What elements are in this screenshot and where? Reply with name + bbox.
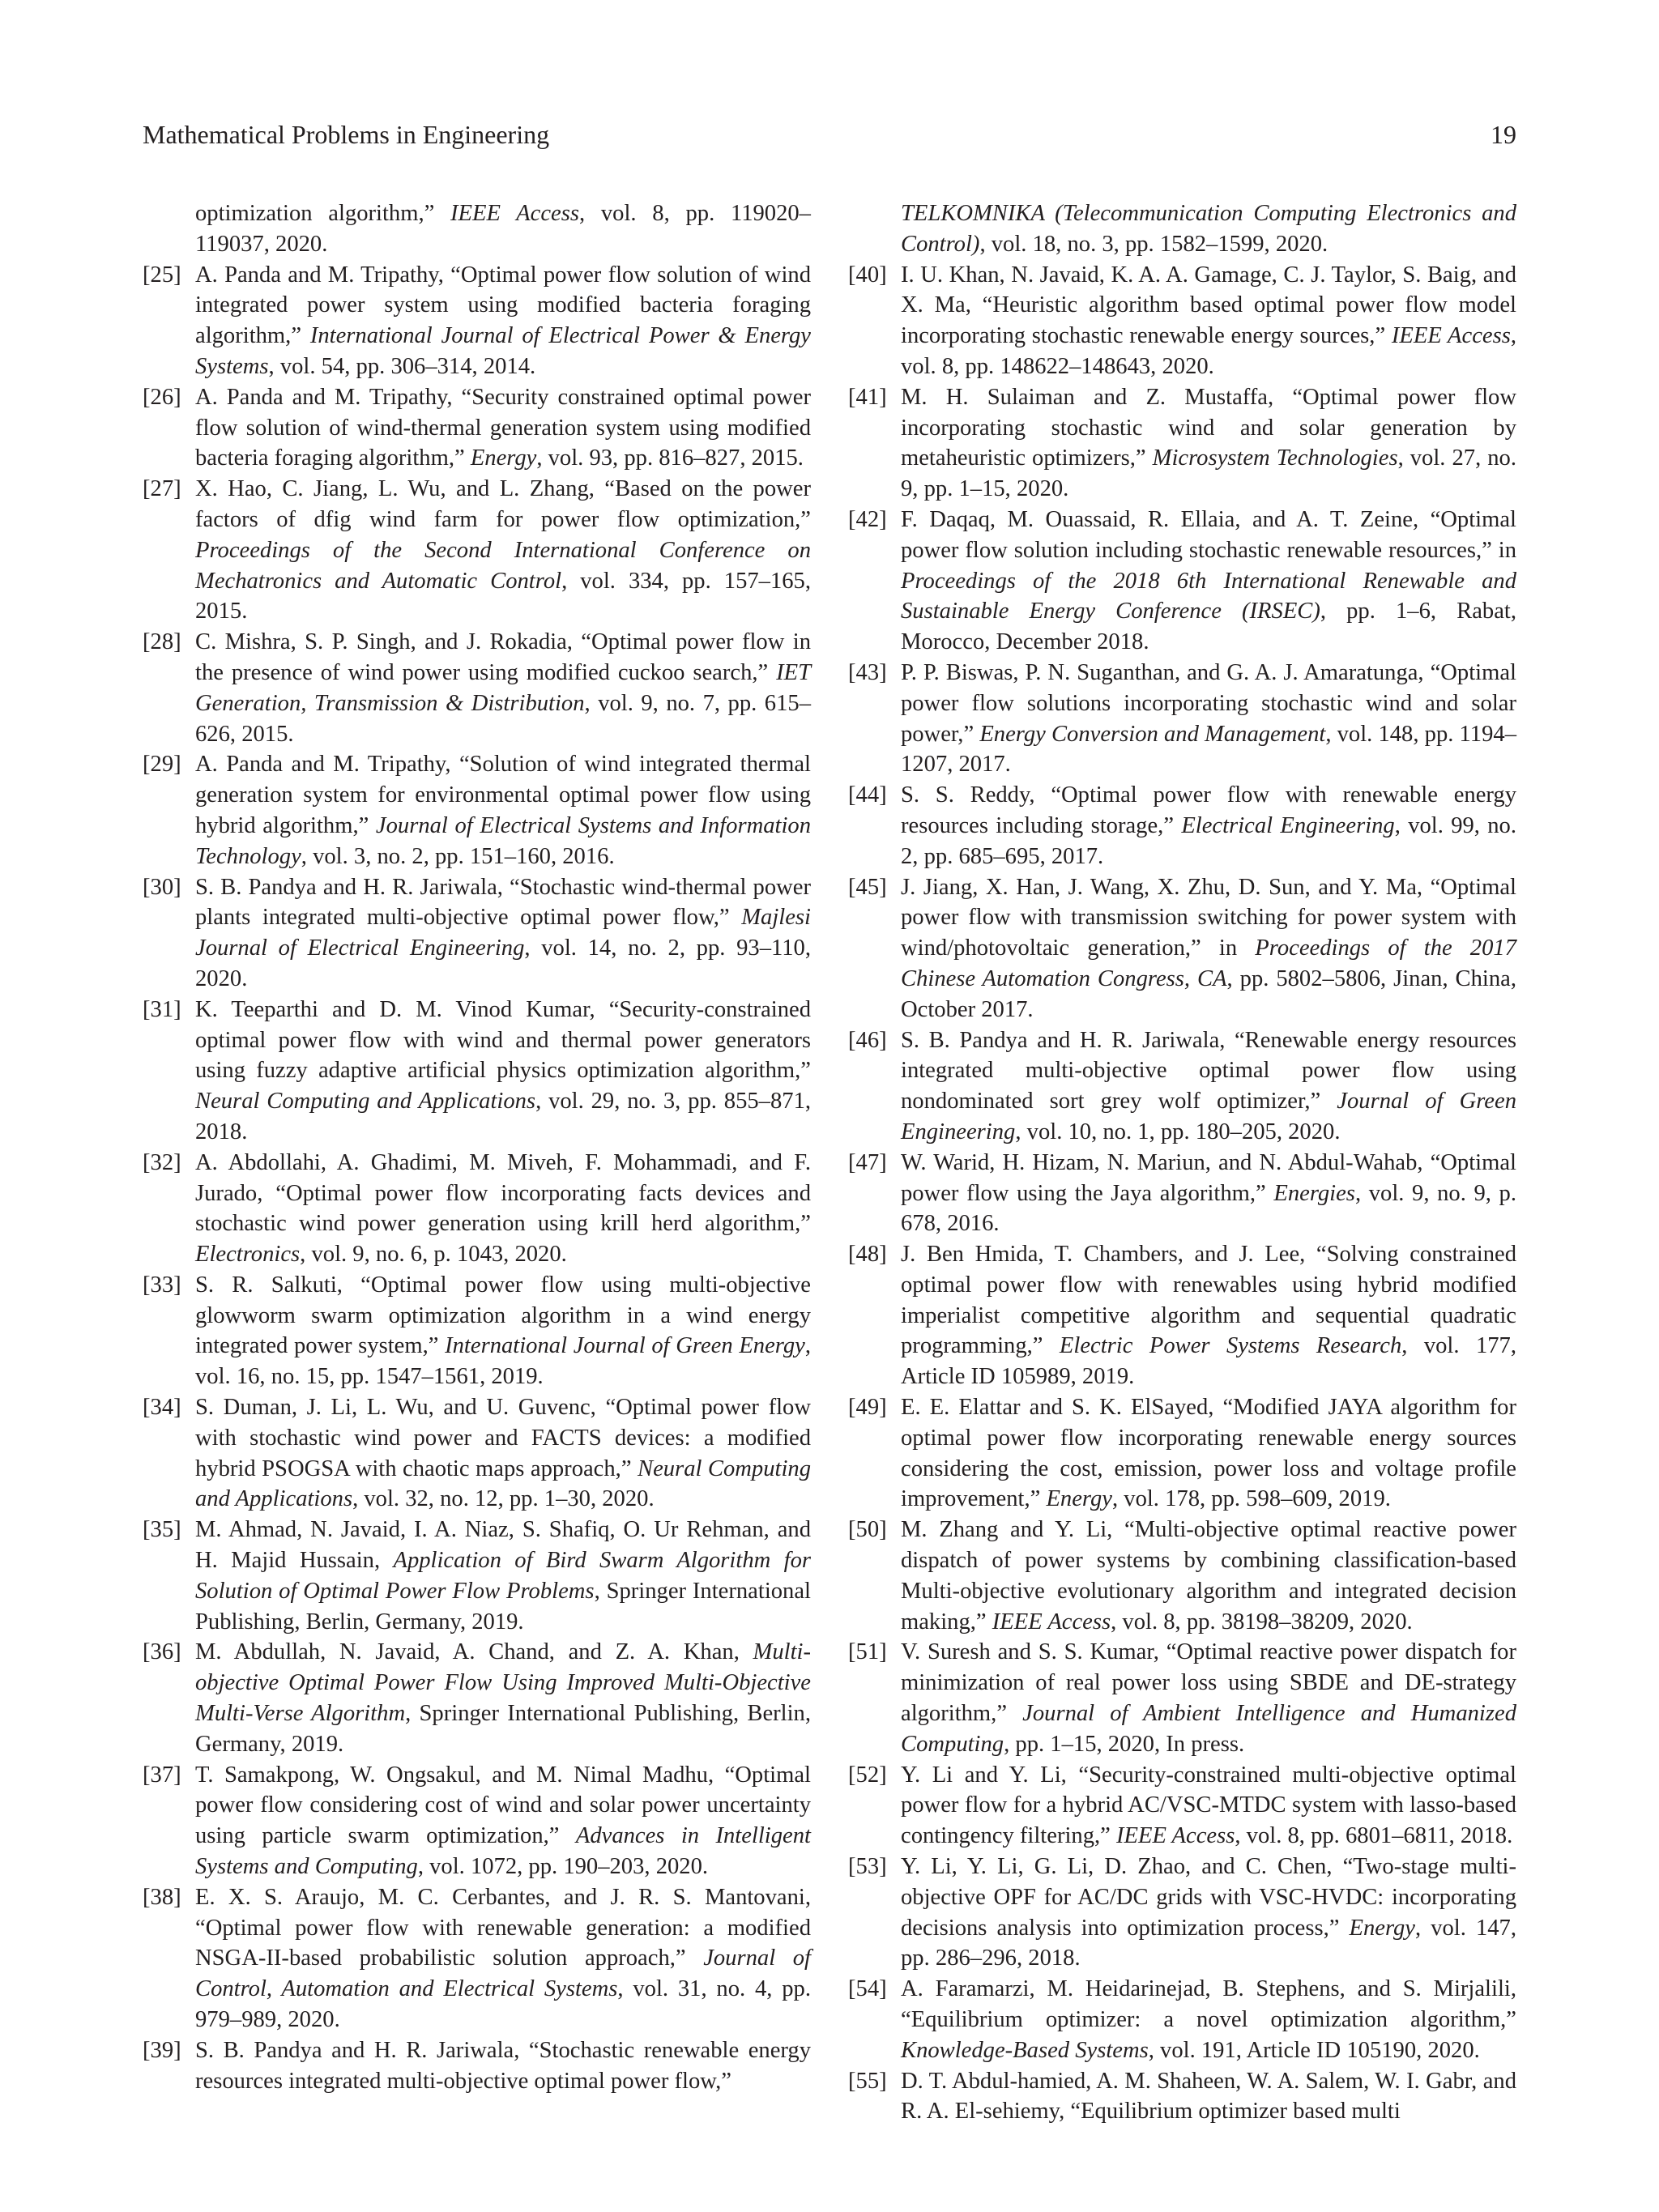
reference-text <box>195 749 811 872</box>
reference-number: [33] <box>143 1272 181 1298</box>
reference-entry <box>848 658 1516 780</box>
reference-text-segment: , Springer International Publishing, Berlin, Germany, 2019. <box>195 1578 811 1634</box>
reference-number: [47] <box>848 1149 887 1175</box>
reference-text <box>901 872 1516 1025</box>
reference-text-segment: S. Duman, J. Li, L. Wu, and U. Guvenc, “Optimal power flow with stochastic wind power and FACTS devices: a modified hybrid PSOGSA with chaotic maps approach,” <box>195 1395 811 1481</box>
running-header <box>143 118 1516 151</box>
reference-number: [55] <box>848 2068 887 2094</box>
reference-source-italic: Neural Computing and Applications <box>195 1455 812 1512</box>
reference-number: [31] <box>143 996 181 1022</box>
reference-text-segment: , vol. 14, no. 2, pp. 93–110, 2020. <box>195 936 811 991</box>
reference-text-segment: C. Mishra, S. P. Singh, and J. Rokadia, “Optimal power flow in the presence of wind power using modified cuckoo search,” <box>195 629 811 685</box>
reference-text-segment: M. Ahmad, N. Javaid, I. A. Niaz, S. Shafiq, O. Ur Rehman, and H. Majid Hussain, <box>195 1517 811 1574</box>
reference-entry <box>143 995 811 1148</box>
reference-text <box>195 1148 811 1270</box>
reference-text-segment: , vol. 9, no. 6, p. 1043, 2020. <box>300 1242 567 1268</box>
reference-number: [43] <box>848 659 887 685</box>
reference-text-segment: X. Hao, C. Jiang, L. Wu, and L. Zhang, “Based on the power factors of dfig wind farm for power flow optimization,” <box>195 476 811 532</box>
reference-source-italic: Knowledge-Based Systems <box>901 2037 1149 2063</box>
reference-text-segment: A. Panda and M. Tripathy, “Solution of wind integrated thermal generation system for environmental optimal power flow using hybrid algorithm,” <box>195 752 811 838</box>
references-left-column <box>143 198 811 2096</box>
reference-text-segment: M. Zhang and Y. Li, “Multi-objective optimal reactive power dispatch of power systems by combining classification-based Multi-objective evolutionary algorithm and integrated decision making,” <box>901 1517 1516 1634</box>
reference-entry <box>143 1637 811 1759</box>
reference-entry <box>848 1392 1516 1515</box>
reference-source-italic: Multi-objective Optimal Power Flow Using Improved Multi-Objective Multi-Verse Algorithm <box>195 1639 811 1727</box>
reference-text <box>901 1852 1516 1974</box>
reference-text <box>195 382 811 474</box>
reference-text <box>195 627 811 749</box>
reference-text <box>195 1882 811 2035</box>
reference-source-italic: IEEE Access <box>992 1609 1111 1634</box>
reference-text-segment: A. Abdollahi, A. Ghadimi, M. Miveh, F. Mohammadi, and F. Jurado, “Optimal power flow incorporating facts devices and stochastic wind power generation using krill herd algorithm,” <box>195 1149 811 1237</box>
reference-entry <box>143 1882 811 2035</box>
reference-entry <box>848 1148 1516 1239</box>
reference-text <box>195 1392 811 1515</box>
reference-text-segment: K. Teeparthi and D. M. Vinod Kumar, “Security-constrained optimal power flow with wind and thermal power generators using fuzzy adaptive artificial physics optimization algorithm,” <box>195 996 811 1084</box>
reference-number: [30] <box>143 874 181 900</box>
reference-number: [35] <box>143 1517 181 1543</box>
reference-text <box>901 658 1516 780</box>
reference-text-segment: , vol. 8, pp. 148622–148643, 2020. <box>901 323 1516 379</box>
reference-source-italic: TELKOMNIKA (Telecommunication Computing Electronics and Control) <box>901 201 1516 257</box>
reference-entry <box>143 627 811 749</box>
reference-text-segment: , vol. 148, pp. 1194–1207, 2017. <box>901 721 1516 778</box>
reference-number: [25] <box>143 262 181 288</box>
reference-number: [50] <box>848 1517 887 1543</box>
reference-text-segment: S. S. Reddy, “Optimal power flow with renewable energy resources including storage,” <box>901 782 1516 838</box>
reference-text-segment: , vol. 8, pp. 38198–38209, 2020. <box>1111 1609 1413 1634</box>
reference-text-segment: I. U. Khan, N. Javaid, K. A. A. Gamage, C. J. Taylor, S. Baig, and X. Ma, “Heuristic algorithm based optimal power flow model incorporating stochastic renewable energy sources,” <box>901 262 1516 349</box>
reference-number: [34] <box>143 1395 181 1421</box>
reference-text <box>195 2035 811 2097</box>
reference-source-italic: Electric Power Systems Research <box>1059 1333 1402 1359</box>
reference-number: [32] <box>143 1149 181 1175</box>
reference-entry <box>143 382 811 474</box>
reference-text-segment: S. B. Pandya and H. R. Jariwala, “Stochastic wind-thermal power plants integrated multi-objective optimal power flow,” <box>195 874 811 931</box>
reference-text-segment: A. Faramarzi, M. Heidarinejad, B. Stephens, and S. Mirjalili, “Equilibrium optimizer: a novel optimization algorithm,” <box>901 1976 1516 2033</box>
reference-text-segment: , vol. 29, no. 3, pp. 855–871, 2018. <box>195 1089 812 1144</box>
reference-text-segment: J. Jiang, X. Han, J. Wang, X. Zhu, D. Sun, and Y. Ma, “Optimal power flow with transmission switching for power system with wind/photovoltaic generation,” in <box>901 874 1516 961</box>
reference-source-italic: Electrical Engineering <box>1181 812 1395 838</box>
reference-entry <box>143 1392 811 1515</box>
reference-number: [29] <box>143 752 181 778</box>
reference-entry <box>848 505 1516 658</box>
reference-text <box>901 1392 1516 1515</box>
reference-entry <box>848 2066 1516 2128</box>
reference-number: [44] <box>848 782 887 808</box>
reference-entry <box>848 1974 1516 2065</box>
reference-entry <box>143 1760 811 1882</box>
journal-title: Mathematical Problems in Engineering <box>143 120 550 149</box>
reference-source-italic: Proceedings of the 2017 Chinese Automation Congress, CA <box>901 936 1516 991</box>
reference-text <box>195 995 811 1148</box>
reference-text-segment: M. Abdullah, N. Javaid, A. Chand, and Z. A. Khan, <box>195 1639 753 1665</box>
reference-text-segment: V. Suresh and S. S. Kumar, “Optimal reactive power dispatch for minimization of real power loss using SBDE and DE-strategy algorithm,” <box>901 1639 1516 1727</box>
reference-source-italic: International Journal of Electrical Power & Energy Systems <box>195 323 811 379</box>
reference-source-italic: Energies <box>1273 1180 1355 1206</box>
reference-entry <box>848 1515 1516 1637</box>
reference-text-segment: D. T. Abdul-hamied, A. M. Shaheen, W. A. Salem, W. I. Gabr, and R. A. El-sehiemy, “Equilibrium optimizer based multi <box>901 2068 1516 2125</box>
reference-text-segment: S. R. Salkuti, “Optimal power flow using multi-objective glowworm swarm optimization algorithm in a wind energy integrated power system,” <box>195 1272 811 1359</box>
reference-source-italic: Proceedings of the Second International Conference on Mechatronics and Automatic Control <box>195 537 811 594</box>
reference-text <box>901 1148 1516 1239</box>
reference-source-italic: Energy <box>1046 1486 1112 1512</box>
reference-source-italic: Advances in Intelligent Systems and Computing <box>195 1823 811 1880</box>
reference-source-italic: Electronics <box>195 1242 301 1268</box>
reference-text <box>901 2066 1516 2128</box>
reference-text <box>901 382 1516 505</box>
reference-source-italic: IEEE Access <box>1116 1823 1235 1849</box>
reference-number: [41] <box>848 384 887 410</box>
reference-entry <box>848 872 1516 1025</box>
reference-text <box>195 198 811 260</box>
reference-text-segment: , pp. 5802–5806, Jinan, China, October 2017. <box>901 965 1516 1022</box>
reference-text-segment: , vol. 99, no. 2, pp. 685–695, 2017. <box>901 812 1516 869</box>
reference-text <box>195 1270 811 1392</box>
reference-text-segment: , vol. 1072, pp. 190–203, 2020. <box>417 1854 709 1880</box>
reference-entry <box>848 1025 1516 1148</box>
reference-number: [52] <box>848 1762 887 1788</box>
reference-entry <box>143 1148 811 1270</box>
reference-entry <box>848 1760 1516 1852</box>
reference-text <box>195 872 811 995</box>
reference-source-italic: Majlesi Journal of Electrical Engineering <box>195 905 811 961</box>
reference-source-italic: Proceedings of the 2018 6th International Renewable and Sustainable Energy Conference (IRSEC) <box>901 568 1516 624</box>
reference-text <box>901 1637 1516 1759</box>
reference-source-italic: IET Generation, Transmission & Distribution <box>195 659 811 716</box>
reference-number: [49] <box>848 1395 887 1421</box>
reference-text-segment: optimization algorithm,” <box>195 201 451 226</box>
reference-source-italic: Journal of Ambient Intelligence and Humanized Computing <box>901 1701 1516 1757</box>
reference-text-segment: , pp. 1–6, Rabat, Morocco, December 2018. <box>901 599 1516 655</box>
reference-entry <box>848 1637 1516 1759</box>
reference-entry <box>143 2035 811 2097</box>
reference-entry <box>143 260 811 382</box>
reference-text <box>901 1760 1516 1852</box>
reference-source-italic: Application of Bird Swarm Algorithm for Solution of Optimal Power Flow Problems <box>195 1548 812 1604</box>
reference-text-segment: , Springer International Publishing, Berlin, Germany, 2019. <box>195 1701 811 1757</box>
reference-text-segment: , vol. 54, pp. 306–314, 2014. <box>268 353 536 379</box>
reference-number: [26] <box>143 384 181 410</box>
reference-number: [54] <box>848 1976 887 2002</box>
reference-number: [53] <box>848 1854 887 1880</box>
reference-source-italic: IEEE Access <box>1391 323 1511 349</box>
reference-text-segment: T. Samakpong, W. Ongsakul, and M. Nimal Madhu, “Optimal power flow considering cost of wind and solar power uncertainty using particle swarm optimization,” <box>195 1762 811 1849</box>
reference-number: [45] <box>848 874 887 900</box>
reference-number: [28] <box>143 629 181 655</box>
reference-text <box>195 1515 811 1637</box>
reference-text-segment: F. Daqaq, M. Ouassaid, R. Ellaia, and A. T. Zeine, “Optimal power flow solution including stochastic renewable resources,” in <box>901 506 1516 563</box>
reference-text-segment: Y. Li and Y. Li, “Security-constrained multi-objective optimal power flow for a hybrid AC/VSC-MTDC system with lasso-based contingency filtering,” <box>901 1762 1516 1849</box>
reference-text <box>901 1515 1516 1637</box>
reference-text-segment: S. B. Pandya and H. R. Jariwala, “Stochastic renewable energy resources integrated multi-objective optimal power flow,” <box>195 2037 811 2094</box>
reference-entry <box>143 1270 811 1392</box>
reference-number: [36] <box>143 1639 181 1665</box>
reference-text <box>195 260 811 382</box>
reference-source-italic: Energy <box>1349 1915 1415 1941</box>
reference-text-segment: , vol. 8, pp. 119020–119037, 2020. <box>195 201 811 257</box>
reference-text <box>901 198 1516 260</box>
reference-number: [51] <box>848 1639 887 1665</box>
reference-text-segment: A. Panda and M. Tripathy, “Optimal power flow solution of wind integrated power system using modified bacteria foraging algorithm,” <box>195 262 811 349</box>
reference-text-segment: , vol. 191, Article ID 105190, 2020. <box>1148 2037 1480 2063</box>
reference-text-segment: , vol. 18, no. 3, pp. 1582–1599, 2020. <box>979 231 1328 257</box>
reference-entry <box>143 749 811 872</box>
reference-text-segment: , vol. 9, no. 7, pp. 615–626, 2015. <box>195 690 811 747</box>
reference-text-segment: , vol. 3, no. 2, pp. 151–160, 2016. <box>301 843 615 869</box>
reference-source-italic: Microsystem Technologies <box>1152 445 1398 471</box>
reference-text <box>901 505 1516 658</box>
reference-text-segment: , vol. 334, pp. 157–165, 2015. <box>195 568 811 624</box>
reference-text <box>901 1239 1516 1392</box>
reference-text-segment: W. Warid, H. Hizam, N. Mariun, and N. Abdul-Wahab, “Optimal power flow using the Jaya algorithm,” <box>901 1149 1516 1206</box>
reference-number: [42] <box>848 506 887 532</box>
page-number: 19 <box>1491 120 1516 149</box>
reference-text-segment: P. P. Biswas, P. N. Suganthan, and G. A. J. Amaratunga, “Optimal power flow solutions incorporating stochastic wind and solar power,” <box>901 659 1516 747</box>
reference-text <box>901 260 1516 382</box>
reference-text-segment: E. X. S. Araujo, M. C. Cerbantes, and J. R. S. Mantovani, “Optimal power flow with renewable generation: a modified NSGA-II-based probabilistic solution approach,” <box>195 1884 811 1971</box>
reference-text-segment: , vol. 177, Article ID 105989, 2019. <box>901 1333 1516 1390</box>
reference-entry <box>848 382 1516 505</box>
reference-text-segment: , vol. 16, no. 15, pp. 1547–1561, 2019. <box>195 1333 811 1390</box>
reference-text <box>901 780 1516 872</box>
reference-entry <box>848 260 1516 382</box>
reference-number: [40] <box>848 262 887 288</box>
reference-text-segment: , vol. 32, no. 12, pp. 1–30, 2020. <box>352 1486 655 1512</box>
reference-text <box>901 1974 1516 2065</box>
reference-entry <box>143 474 811 627</box>
reference-source-italic: Neural Computing and Applications <box>195 1089 536 1115</box>
reference-source-italic: Journal of Electrical Systems and Information Technology <box>195 812 811 869</box>
reference-number: [27] <box>143 476 181 502</box>
reference-entry <box>848 1239 1516 1392</box>
reference-continuation <box>143 198 811 260</box>
reference-text-segment: , vol. 10, no. 1, pp. 180–205, 2020. <box>1015 1119 1341 1144</box>
reference-text <box>901 1025 1516 1148</box>
reference-text-segment: J. Ben Hmida, T. Chambers, and J. Lee, “Solving constrained optimal power flow with renewables using hybrid modified imperialist competitive algorithm and sequential quadratic programming,” <box>901 1242 1516 1359</box>
reference-continuation <box>848 198 1516 260</box>
reference-text-segment: Y. Li, Y. Li, G. Li, D. Zhao, and C. Chen, “Two-stage multi-objective OPF for AC/DC grids with VSC-HVDC: incorporating decisions analysis into optimization process,” <box>901 1854 1516 1941</box>
reference-source-italic: Journal of Control, Automation and Electrical Systems <box>195 1946 811 2002</box>
reference-text-segment: , vol. 147, pp. 286–296, 2018. <box>901 1915 1517 1971</box>
reference-text <box>195 474 811 627</box>
reference-text-segment: , vol. 8, pp. 6801–6811, 2018. <box>1235 1823 1513 1849</box>
reference-text-segment: E. E. Elattar and S. K. ElSayed, “Modified JAYA algorithm for optimal power flow incorporating renewable energy sources considering the cost, emission, power loss and voltage profile improvement,” <box>901 1395 1516 1512</box>
reference-text-segment: S. B. Pandya and H. R. Jariwala, “Renewable energy resources integrated multi-objective optimal power flow using nondominated sort grey wolf optimizer,” <box>901 1027 1516 1115</box>
reference-entry <box>848 780 1516 872</box>
reference-text-segment: M. H. Sulaiman and Z. Mustaffa, “Optimal power flow incorporating stochastic wind and solar generation by metaheuristic optimizers,” <box>901 384 1516 471</box>
reference-entry <box>143 872 811 995</box>
references-right-column <box>848 198 1516 2127</box>
reference-text-segment: , vol. 93, pp. 816–827, 2015. <box>536 445 804 471</box>
reference-text-segment: , pp. 1–15, 2020, In press. <box>1004 1731 1245 1757</box>
reference-entry <box>848 1852 1516 1974</box>
reference-source-italic: IEEE Access <box>450 201 579 226</box>
reference-source-italic: Energy Conversion and Management <box>979 721 1326 747</box>
reference-entry <box>143 1515 811 1637</box>
reference-number: [38] <box>143 1884 181 1910</box>
reference-source-italic: Energy <box>470 445 537 471</box>
reference-number: [46] <box>848 1027 887 1053</box>
reference-text-segment: , vol. 31, no. 4, pp. 979–989, 2020. <box>195 1976 811 2033</box>
reference-source-italic: Journal of Green Engineering <box>901 1089 1516 1144</box>
reference-source-italic: International Journal of Green Energy <box>445 1333 805 1359</box>
reference-text-segment: , vol. 9, no. 9, p. 678, 2016. <box>901 1180 1517 1237</box>
reference-text <box>195 1760 811 1882</box>
reference-text-segment: , vol. 178, pp. 598–609, 2019. <box>1111 1486 1391 1512</box>
reference-number: [39] <box>143 2037 181 2063</box>
reference-text-segment: , vol. 27, no. 9, pp. 1–15, 2020. <box>901 445 1516 502</box>
reference-number: [48] <box>848 1242 887 1268</box>
reference-number: [37] <box>143 1762 181 1788</box>
reference-text-segment: A. Panda and M. Tripathy, “Security constrained optimal power flow solution of wind-thermal generation system using modified bacteria foraging algorithm,” <box>195 384 811 471</box>
reference-text <box>195 1637 811 1759</box>
